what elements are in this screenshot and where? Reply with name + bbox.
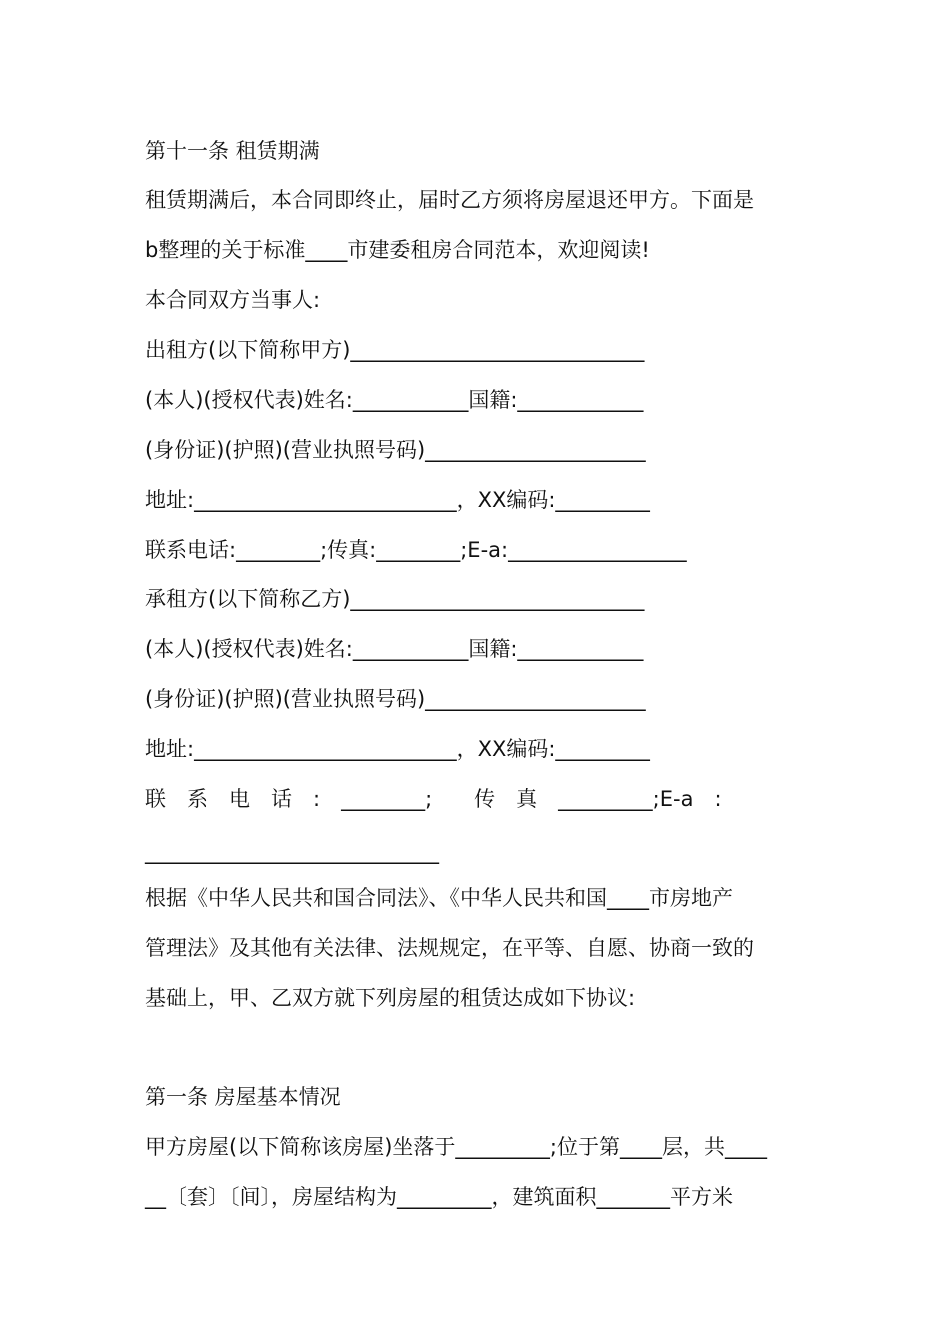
lessor-field: 出租方(以下简称甲方)____________________________: [145, 338, 645, 362]
lessee-address: 地址:_________________________，XX编码:_________: [145, 737, 650, 761]
paragraph-line: 管理法》及其他有关法律、法规规定，在平等、自愿、协商一致的: [145, 936, 754, 960]
parties-heading: 本合同双方当事人:: [145, 288, 321, 312]
paragraph-line: b整理的关于标准____市建委租房合同范本，欢迎阅读!: [145, 238, 650, 262]
email-blank-line: ____________________________: [145, 840, 439, 864]
paragraph-line: __〔套〕〔间〕，房屋结构为_________，建筑面积_______平方米: [145, 1185, 733, 1209]
lessor-name-nationality: (本人)(授权代表)姓名:___________国籍:____________: [145, 388, 644, 412]
paragraph-line: 根据《中华人民共和国合同法》、《中华人民共和国____市房地产: [145, 886, 733, 910]
paragraph-line: 甲方房屋(以下简称该房屋)坐落于_________;位于第____层，共____: [145, 1135, 767, 1159]
article-11-heading: 第十一条 租赁期满: [145, 139, 320, 163]
lessee-name-nationality: (本人)(授权代表)姓名:___________国籍:____________: [145, 637, 644, 661]
paragraph-line: 基础上，甲、乙双方就下列房屋的租赁达成如下协议:: [145, 986, 636, 1010]
lessor-contact: 联系电话:________;传真:________;E-a:_________________: [145, 538, 687, 562]
lessor-id-number: (身份证)(护照)(营业执照号码)_____________________: [145, 438, 646, 462]
lessee-id-number: (身份证)(护照)(营业执照号码)_____________________: [145, 687, 646, 711]
article-1-heading: 第一条 房屋基本情况: [145, 1085, 341, 1109]
lessee-contact: 联 系 电 话 : ________; 传 真 _________;E-a :: [145, 787, 722, 811]
lessor-address: 地址:_________________________，XX编码:_________: [145, 488, 650, 512]
paragraph-line: 租赁期满后，本合同即终止，届时乙方须将房屋退还甲方。下面是: [145, 188, 754, 212]
lessee-field: 承租方(以下简称乙方)____________________________: [145, 587, 645, 611]
